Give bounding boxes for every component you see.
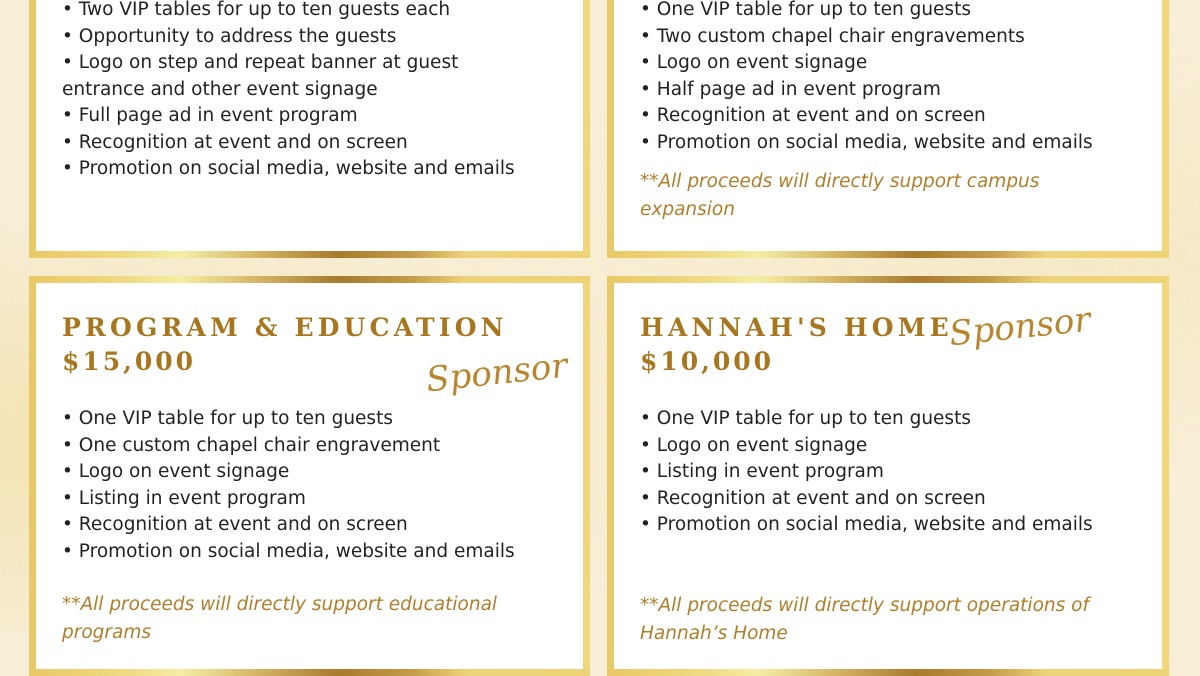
benefit-item: • Promotion on social media, website and emails: [640, 514, 1093, 535]
benefits-list: [62, 0, 563, 183]
benefit-item: • Two VIP tables for up to ten guests each: [62, 0, 451, 20]
benefit-item: • Half page ad in event program: [640, 78, 941, 100]
benefit-item: • Full page ad in event program: [62, 105, 358, 126]
sponsor-tier-price: $10,000: [640, 347, 775, 376]
benefit-item: • Logo on event signage: [640, 434, 868, 456]
sponsor-card-program-education: [29, 276, 590, 676]
benefit-item: • Recognition at event and on screen: [640, 105, 986, 126]
sponsor-card-top-left: [29, 0, 590, 258]
benefit-item: • One VIP table for up to ten guests: [640, 0, 971, 20]
benefit-item: • One VIP table for up to ten guests: [62, 408, 393, 429]
sponsor-script-label: Sponsor: [947, 299, 1093, 355]
benefit-item: • Logo on event signage: [62, 461, 290, 482]
benefit-item: • Promotion on social media, website and emails: [62, 540, 515, 562]
sponsor-card-hannahs-home: [607, 276, 1169, 676]
proceeds-note: **All proceeds will directly support operations of Hannah’s Home: [640, 594, 1089, 644]
proceeds-note: **All proceeds will directly support campus expansion: [640, 171, 1040, 220]
sponsor-tier-title: HANNAH'S HOME: [640, 313, 953, 342]
benefit-item: • One VIP table for up to ten guests: [640, 408, 971, 429]
sponsor-card-top-right: [607, 0, 1169, 258]
benefits-list: [640, 406, 1142, 539]
benefit-item: • Recognition at event and on screen: [62, 514, 408, 535]
benefits-list: [62, 406, 563, 565]
benefit-item: • Listing in event program: [640, 461, 884, 482]
benefit-item: • Recognition at event and on screen: [62, 131, 408, 153]
benefit-item: • Listing in event program: [62, 487, 306, 509]
sponsor-tier-title: PROGRAM & EDUCATION: [62, 313, 508, 342]
benefit-item: • Two custom chapel chair engravements: [640, 25, 1025, 47]
proceeds-note: **All proceeds will directly support educational programs: [62, 594, 498, 643]
benefits-list: [640, 0, 1142, 156]
benefit-item: • Recognition at event and on screen: [640, 487, 986, 509]
benefit-item: • Promotion on social media, website and emails: [62, 158, 515, 179]
benefit-item: • One custom chapel chair engravement: [62, 434, 441, 456]
benefit-item: • Promotion on social media, website and emails: [640, 131, 1093, 153]
sponsor-script-label: Sponsor: [424, 345, 570, 401]
benefit-item: • Logo on step and repeat banner at guest entrance and other event signage: [62, 52, 459, 100]
benefit-item: • Opportunity to address the guests: [62, 25, 397, 47]
benefit-item: • Logo on event signage: [640, 52, 868, 73]
sponsor-tier-price: $15,000: [62, 347, 197, 376]
